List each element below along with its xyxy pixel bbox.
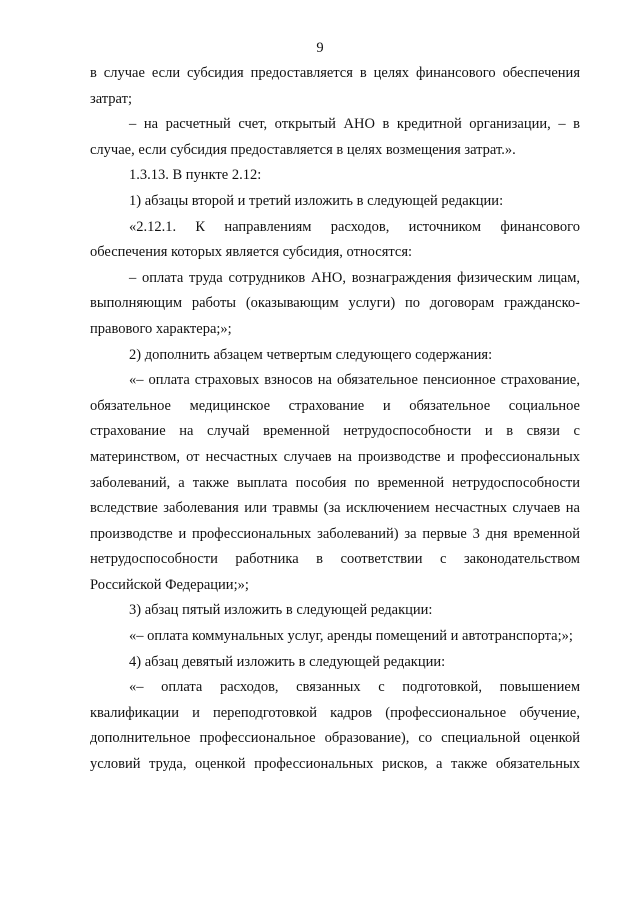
paragraph-settlement-account: – на расчетный счет, открытый АНО в кредитной организации, – в случае, если субсидия предоставляется в целях возмещения затрат.». — [90, 116, 580, 158]
paragraph-training-expenses: «– оплата расходов, связанных с подготовкой, повышением квалификации и переподготовкой кадров (профессиональное обучение, дополнительное профессиональное образование), со специальной оценкой условий труда, оценкой профессиональных рисков, а также обязательных — [90, 679, 580, 773]
paragraph-item-3-heading: 3) абзац пятый изложить в следующей редакции: — [129, 602, 433, 619]
paragraph-subsidy-financing: в случае если субсидия предоставляется в целях финансового обеспечения затрат; — [90, 65, 580, 107]
paragraph-item-2-heading: 2) дополнить абзацем четвертым следующего содержания: — [129, 346, 493, 363]
paragraph-item-4-heading: 4) абзац девятый изложить в следующей редакции: — [129, 653, 446, 670]
page-number: 9 — [316, 40, 324, 56]
paragraph-clause-2-12-1: «2.12.1. К направлениям расходов, источником финансового обеспечения которых является субсидия, относятся: — [90, 218, 580, 261]
paragraph-clause-1-3-13: 1.3.13. В пункте 2.12: — [129, 167, 262, 184]
paragraph-item-1-heading: 1) абзацы второй и третий изложить в следующей редакции: — [129, 192, 504, 209]
document-body — [90, 61, 580, 778]
paragraph-labor-payment: – оплата труда сотрудников АНО, вознаграждения физическим лицам, выполняющим работы (оказывающим услуги) по договорам гражданско-правового характера;»; — [90, 269, 580, 337]
paragraph-utilities-rent: «– оплата коммунальных услуг, аренды помещений и автотранспорта;»; — [129, 628, 573, 645]
paragraph-insurance-contributions: «– оплата страховых взносов на обязательное пенсионное страхование, обязательное медицинское страхование и обязательное социальное страхование на случай временной нетрудоспособности и в связи с материнством, от несчастных случаев на производстве и профессиональных заболеваний, а также выплата пособия по временной нетрудоспособности вследствие заболевания или травмы (за исключением несчастных случаев на производстве и профессиональных заболеваний) за первые 3 дня временной нетрудоспособности работника в соответствии с законодательством Российской Федерации;»; — [90, 372, 580, 593]
